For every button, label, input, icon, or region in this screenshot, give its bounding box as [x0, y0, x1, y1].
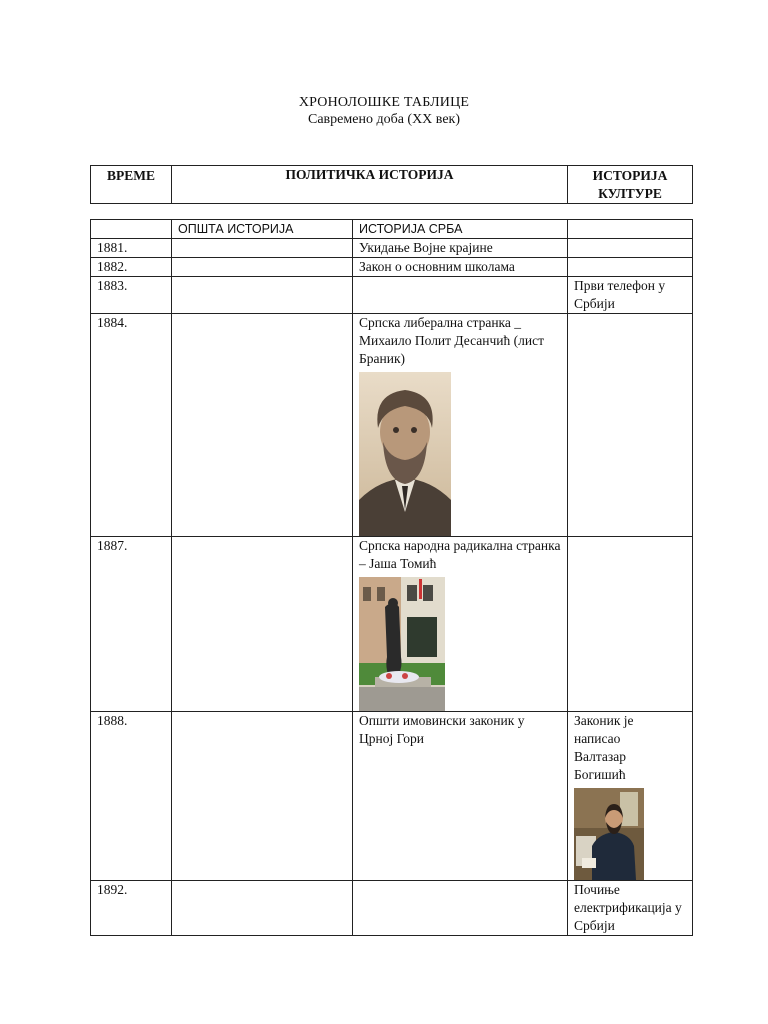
table-row — [91, 314, 693, 537]
column-header-time: ВРЕМЕ — [91, 166, 172, 204]
subheader-general: ОПШТА ИСТОРИЈА — [172, 220, 353, 239]
serbian-history-cell — [353, 277, 568, 314]
subheader-serbian: ИСТОРИЈА СРБА — [353, 220, 568, 239]
culture-cell — [568, 314, 693, 537]
general-history-cell — [172, 239, 353, 258]
title-block — [0, 94, 768, 128]
table-row — [91, 537, 693, 712]
table-row — [91, 258, 693, 277]
serbian-history-cell — [353, 537, 568, 712]
general-history-cell — [172, 277, 353, 314]
table-row — [91, 277, 693, 314]
serbian-history-cell — [353, 881, 568, 936]
year-cell: 1887. — [91, 537, 172, 712]
column-header-political: ПОЛИТИЧКА ИСТОРИЈА — [172, 166, 568, 204]
serbian-history-text: Српска народна радикална странка – Јаша Томић — [359, 538, 561, 571]
culture-cell — [568, 258, 693, 277]
table-cell — [568, 220, 693, 239]
year-cell: 1884. — [91, 314, 172, 537]
culture-cell — [568, 239, 693, 258]
column-header-culture: ИСТОРИЈА КУЛТУРЕ — [568, 166, 693, 204]
general-history-cell — [172, 537, 353, 712]
portrait-desancic-photo — [359, 372, 451, 536]
general-history-cell — [172, 258, 353, 277]
table-row — [91, 239, 693, 258]
general-history-cell — [172, 881, 353, 936]
year-cell: 1882. — [91, 258, 172, 277]
culture-cell — [568, 537, 693, 712]
general-history-cell — [172, 314, 353, 537]
culture-cell — [568, 712, 693, 881]
table-cell — [91, 220, 172, 239]
document-subtitle: Савремено доба (XX век) — [308, 112, 460, 127]
table-row — [91, 881, 693, 936]
portrait-bogisic-painting — [574, 788, 644, 880]
year-cell: 1883. — [91, 277, 172, 314]
serbian-history-text: Српска либерална странка _ Михаило Полит Десанчић (лист Браник) — [359, 315, 544, 366]
culture-cell: Први телефон у Србији — [568, 277, 693, 314]
serbian-history-cell: Закон о основним школама — [353, 258, 568, 277]
chronology-table — [90, 219, 693, 936]
year-cell: 1888. — [91, 712, 172, 881]
table-subheader-row — [91, 220, 693, 239]
general-history-cell — [172, 712, 353, 881]
monument-tomic-photo — [359, 577, 445, 711]
serbian-history-cell — [353, 314, 568, 537]
document-title: ХРОНОЛОШКЕ ТАБЛИЦЕ — [298, 95, 470, 110]
year-cell: 1892. — [91, 881, 172, 936]
serbian-history-cell: Општи имовински законик у Црној Гори — [353, 712, 568, 881]
serbian-history-cell: Укидање Војне крајине — [353, 239, 568, 258]
table-row — [91, 712, 693, 881]
culture-cell: Почиње електрификација у Србији — [568, 881, 693, 936]
culture-text: Законик је написао Валтазар Богишић — [574, 713, 634, 782]
header-table — [90, 165, 693, 204]
year-cell: 1881. — [91, 239, 172, 258]
